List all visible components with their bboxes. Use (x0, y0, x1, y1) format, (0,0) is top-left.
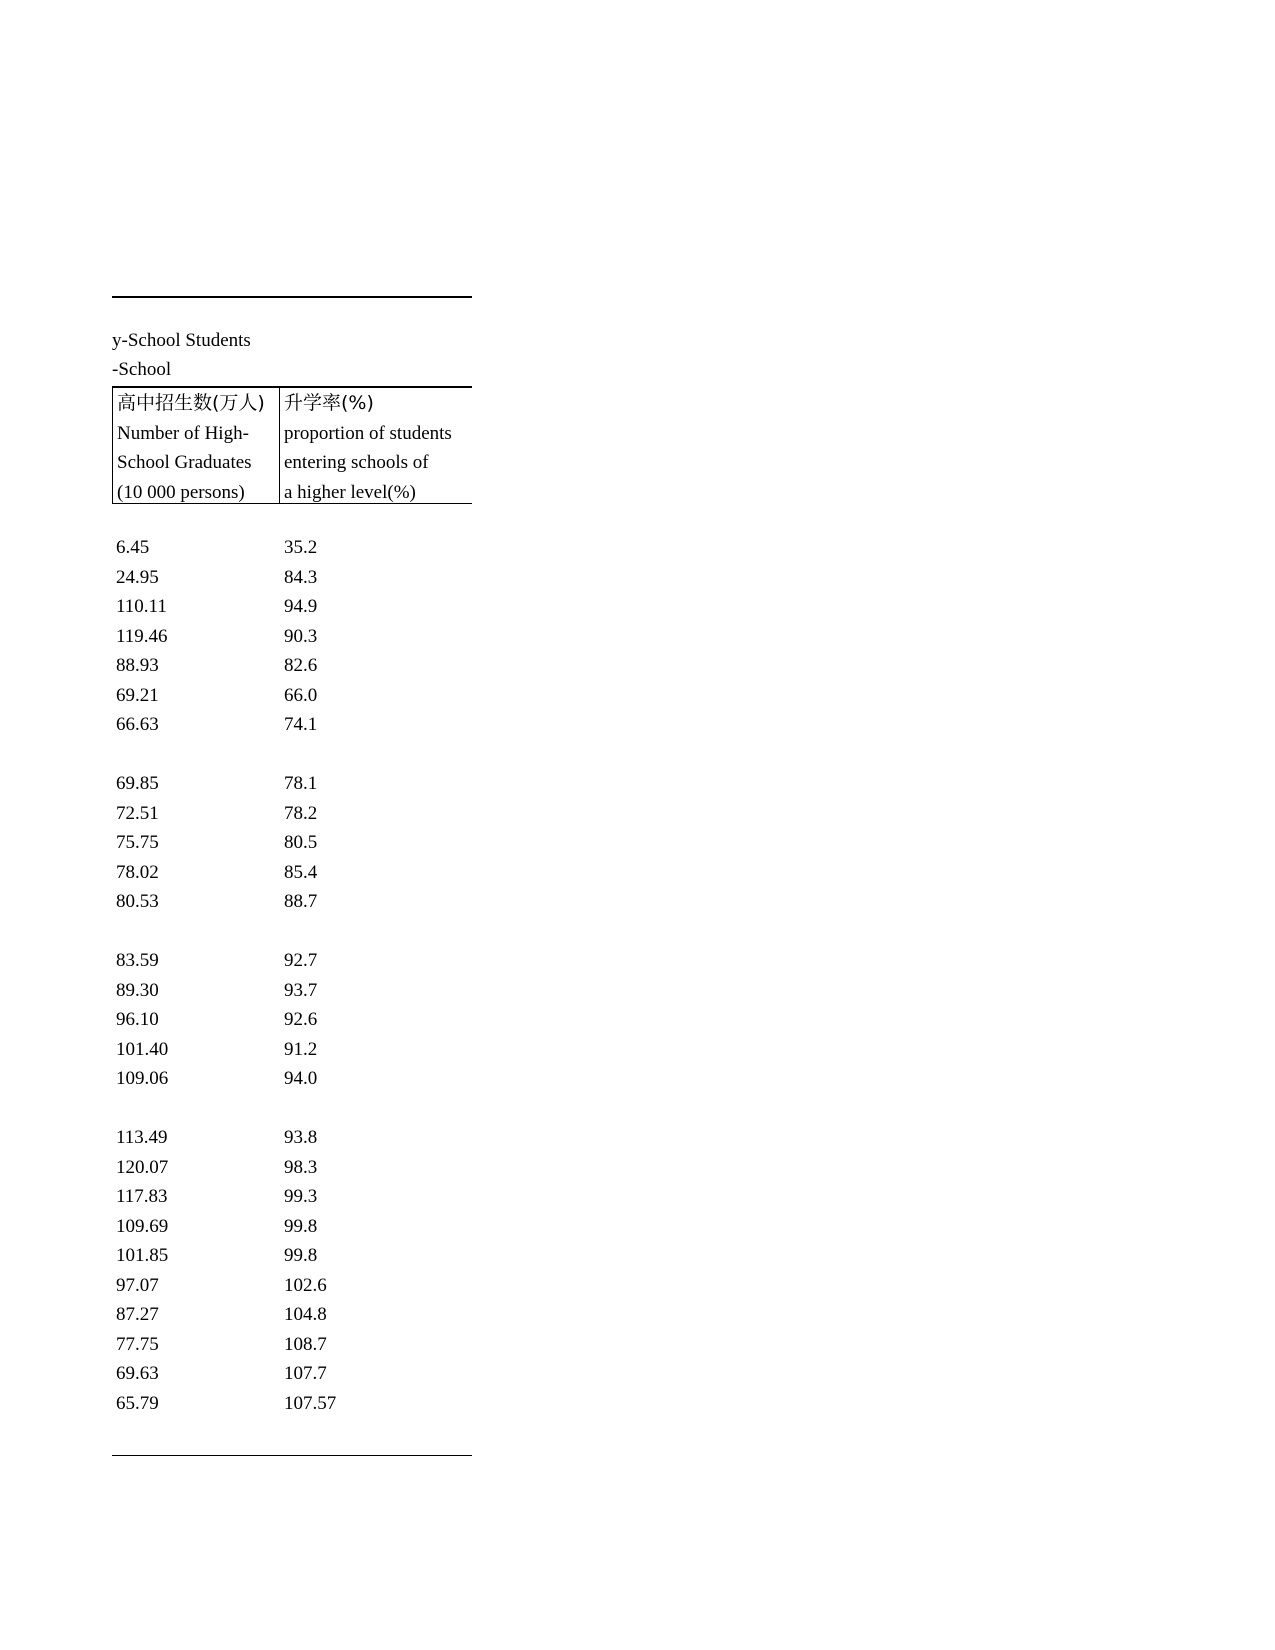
cell-rate: 92.7 (284, 950, 318, 971)
cell-graduates: 97.07 (116, 1274, 159, 1296)
cell-graduates: 77.75 (116, 1333, 159, 1355)
table-row (112, 533, 472, 562)
table-row (112, 858, 472, 887)
table-row (112, 681, 472, 710)
table-row (112, 1330, 472, 1359)
cell-rate: 80.5 (284, 832, 318, 853)
cell-rate: 74.1 (284, 714, 318, 735)
cell-graduates: 88.93 (116, 655, 159, 676)
cell-rate: 92.6 (284, 1009, 318, 1030)
table-heading-line-2: -School (112, 359, 172, 380)
cell-rate: 35.2 (284, 537, 318, 558)
cell-rate: 99.8 (284, 1245, 318, 1266)
cell-graduates: 96.10 (116, 1009, 159, 1030)
table-row (112, 828, 472, 857)
table-top-rule (112, 296, 472, 298)
cell-rate: 93.7 (284, 979, 318, 1001)
cell-rate: 99.3 (284, 1186, 318, 1207)
cell-rate: 107.57 (284, 1392, 337, 1414)
cell-rate: 66.0 (284, 684, 318, 706)
column-header-rate-en-2: entering schools of (284, 452, 429, 473)
cell-graduates: 65.79 (116, 1392, 159, 1414)
cell-graduates: 69.63 (116, 1363, 159, 1384)
cell-graduates: 6.45 (116, 537, 150, 558)
cell-rate: 84.3 (284, 566, 318, 588)
table-row (112, 1359, 472, 1388)
cell-rate: 107.7 (284, 1363, 327, 1384)
cell-rate: 94.0 (284, 1068, 318, 1089)
cell-graduates: 83.59 (116, 950, 159, 971)
cell-rate: 98.3 (284, 1156, 318, 1178)
cell-graduates: 78.02 (116, 861, 159, 883)
table-row (112, 622, 472, 651)
table-row (112, 946, 472, 975)
table-row (112, 799, 472, 828)
cell-rate: 102.6 (284, 1274, 327, 1296)
cell-graduates: 66.63 (116, 714, 159, 735)
cell-rate: 90.3 (284, 625, 318, 647)
cell-graduates: 110.11 (116, 596, 167, 617)
cell-rate: 85.4 (284, 861, 318, 883)
column-header-graduates-en-3: (10 000 persons) (117, 481, 245, 503)
table-row (112, 1389, 472, 1418)
table-row (112, 1212, 472, 1241)
cell-graduates: 109.06 (116, 1068, 169, 1089)
cell-rate: 93.8 (284, 1127, 318, 1148)
table-bottom-rule (112, 1455, 472, 1456)
cell-rate: 91.2 (284, 1038, 318, 1060)
column-header-graduates-en-2: School Graduates (117, 452, 252, 473)
cell-graduates: 101.40 (116, 1038, 169, 1060)
column-header-rate-zh: 升学率(%) (284, 392, 374, 414)
table-header (112, 386, 472, 504)
cell-graduates: 113.49 (116, 1127, 168, 1148)
table-row (112, 1064, 472, 1093)
cell-rate: 82.6 (284, 655, 318, 676)
table-row (112, 769, 472, 798)
table-row (112, 1271, 472, 1300)
cell-rate: 99.8 (284, 1215, 318, 1237)
cell-graduates: 80.53 (116, 891, 159, 912)
cell-graduates: 69.85 (116, 773, 159, 794)
cell-graduates: 101.85 (116, 1245, 169, 1266)
cell-rate: 108.7 (284, 1333, 327, 1355)
table-row (112, 887, 472, 916)
column-header-rate-en-1: proportion of students (284, 422, 452, 444)
cell-graduates: 120.07 (116, 1156, 169, 1178)
cell-graduates: 89.30 (116, 979, 159, 1001)
cell-rate: 78.1 (284, 773, 318, 794)
table-row (112, 1005, 472, 1034)
column-header-rate-en-3: a higher level(%) (284, 481, 416, 503)
table-row (112, 592, 472, 621)
column-header-graduates (112, 388, 280, 503)
table-heading-line-1: y-School Students (112, 330, 251, 351)
table-row (112, 1241, 472, 1270)
table-row (112, 1153, 472, 1182)
column-header-rate (280, 388, 472, 503)
cell-rate: 88.7 (284, 891, 318, 912)
cell-graduates: 24.95 (116, 566, 159, 588)
table-row (112, 976, 472, 1005)
column-header-graduates-en-1: Number of High- (117, 422, 249, 444)
cell-rate: 94.9 (284, 596, 318, 617)
cell-graduates: 87.27 (116, 1304, 159, 1325)
table-row (112, 563, 472, 592)
cell-graduates: 75.75 (116, 832, 159, 853)
column-header-graduates-zh: 高中招生数(万人) (117, 392, 265, 414)
table-row (112, 1123, 472, 1152)
table-row (112, 651, 472, 680)
cell-graduates: 72.51 (116, 802, 159, 824)
table-row (112, 1182, 472, 1211)
cell-graduates: 69.21 (116, 684, 159, 706)
cell-rate: 104.8 (284, 1304, 327, 1325)
cell-rate: 78.2 (284, 802, 318, 824)
cell-graduates: 109.69 (116, 1215, 169, 1237)
table-row (112, 1300, 472, 1329)
table-row (112, 710, 472, 739)
cell-graduates: 117.83 (116, 1186, 168, 1207)
table-row (112, 1035, 472, 1064)
cell-graduates: 119.46 (116, 625, 168, 647)
